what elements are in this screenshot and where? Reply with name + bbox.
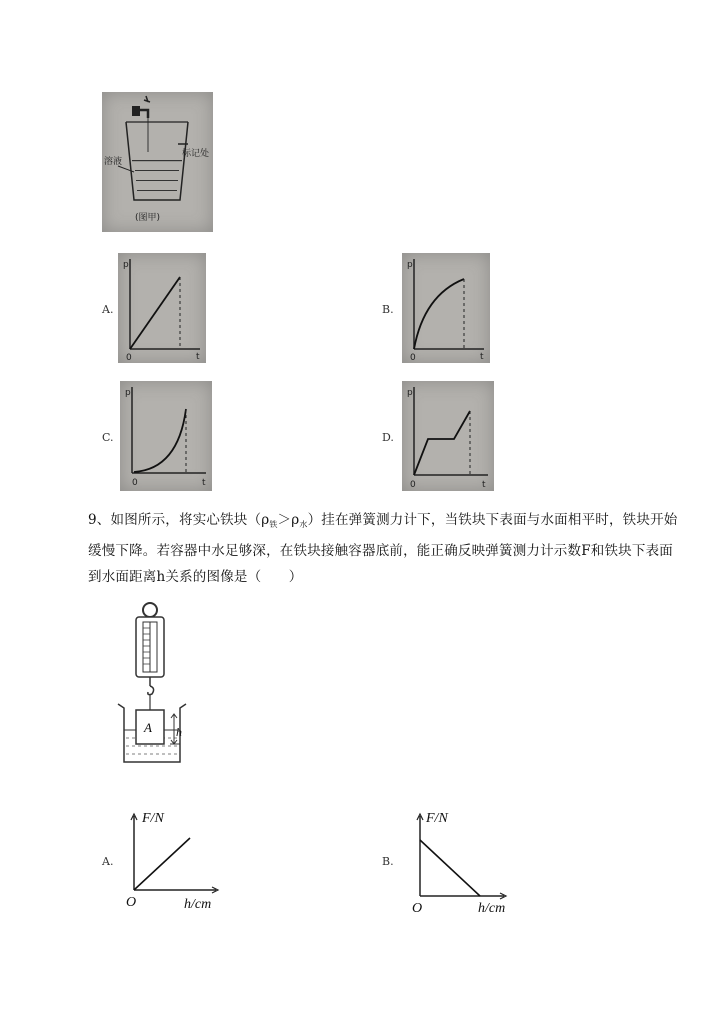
option-b-graph[interactable]: [402, 253, 490, 363]
figure-jia-photo: [102, 92, 213, 232]
q9-text-part1: 9、如图所示，将实心铁块（ρ: [88, 512, 270, 528]
origin-label: 0: [126, 353, 132, 363]
y-axis-label: p: [407, 260, 413, 270]
x-axis-label: t: [202, 478, 206, 488]
option-a-graph[interactable]: [118, 253, 206, 363]
y-axis-label: F/N: [142, 811, 164, 826]
option-c-graph[interactable]: [120, 381, 212, 491]
y-axis-label: p: [125, 388, 131, 398]
option-d-letter: D.: [382, 431, 394, 444]
curve-rise-flat-rise: [414, 411, 470, 475]
marker-label: 标记处: [182, 149, 210, 159]
depth-label: h: [176, 725, 182, 739]
x-axis-label: t: [480, 352, 484, 362]
x-axis-label: h/cm: [478, 901, 506, 916]
y-axis-label: p: [123, 260, 129, 270]
q9-option-a-graph[interactable]: [118, 808, 234, 912]
q9-option-a-letter: A.: [102, 855, 114, 868]
origin-label: 0: [132, 478, 138, 488]
origin-label: O: [126, 895, 137, 910]
figure-caption: (图甲): [135, 213, 161, 223]
q9-option-b-graph[interactable]: [404, 808, 520, 916]
option-b-letter: B.: [382, 303, 394, 316]
block-label: A: [144, 720, 152, 735]
decreasing-line: [420, 840, 480, 896]
spring-scale-figure: [108, 600, 208, 772]
q9-text-part2: ）挂在弹簧测力计下，当铁块下表面与水面相平时，铁块开始缓慢下降。若容器中水足够深，在铁块接触容器底前，能正确反映弹簧测力计示数F和铁块下表面到水面距离h关系的图像是（ ）: [88, 512, 678, 585]
question-9-text: [88, 507, 678, 590]
subscript-water: 水: [299, 520, 308, 529]
x-axis-label: t: [482, 480, 486, 490]
origin-label: O: [412, 901, 423, 916]
x-axis-label: h/cm: [184, 897, 212, 912]
curve-concave-up: [134, 409, 186, 472]
curve-concave-down: [414, 279, 464, 349]
option-c-letter: C.: [102, 431, 114, 444]
q9-text-gt: ＞ρ: [277, 512, 300, 528]
y-axis-label: p: [407, 388, 413, 398]
x-axis-label: t: [196, 352, 200, 362]
y-axis-label: F/N: [426, 811, 448, 826]
origin-label: 0: [410, 353, 416, 363]
solution-label: 溶液: [104, 157, 123, 167]
curve-linear: [130, 277, 180, 349]
option-d-graph[interactable]: [402, 381, 494, 491]
origin-label: 0: [410, 480, 416, 490]
increasing-line: [134, 838, 190, 890]
figure-jia-drawing: [102, 92, 213, 232]
subscript-iron: 铁: [269, 520, 278, 529]
q9-option-b-letter: B.: [382, 855, 394, 868]
option-a-letter: A.: [102, 303, 114, 316]
